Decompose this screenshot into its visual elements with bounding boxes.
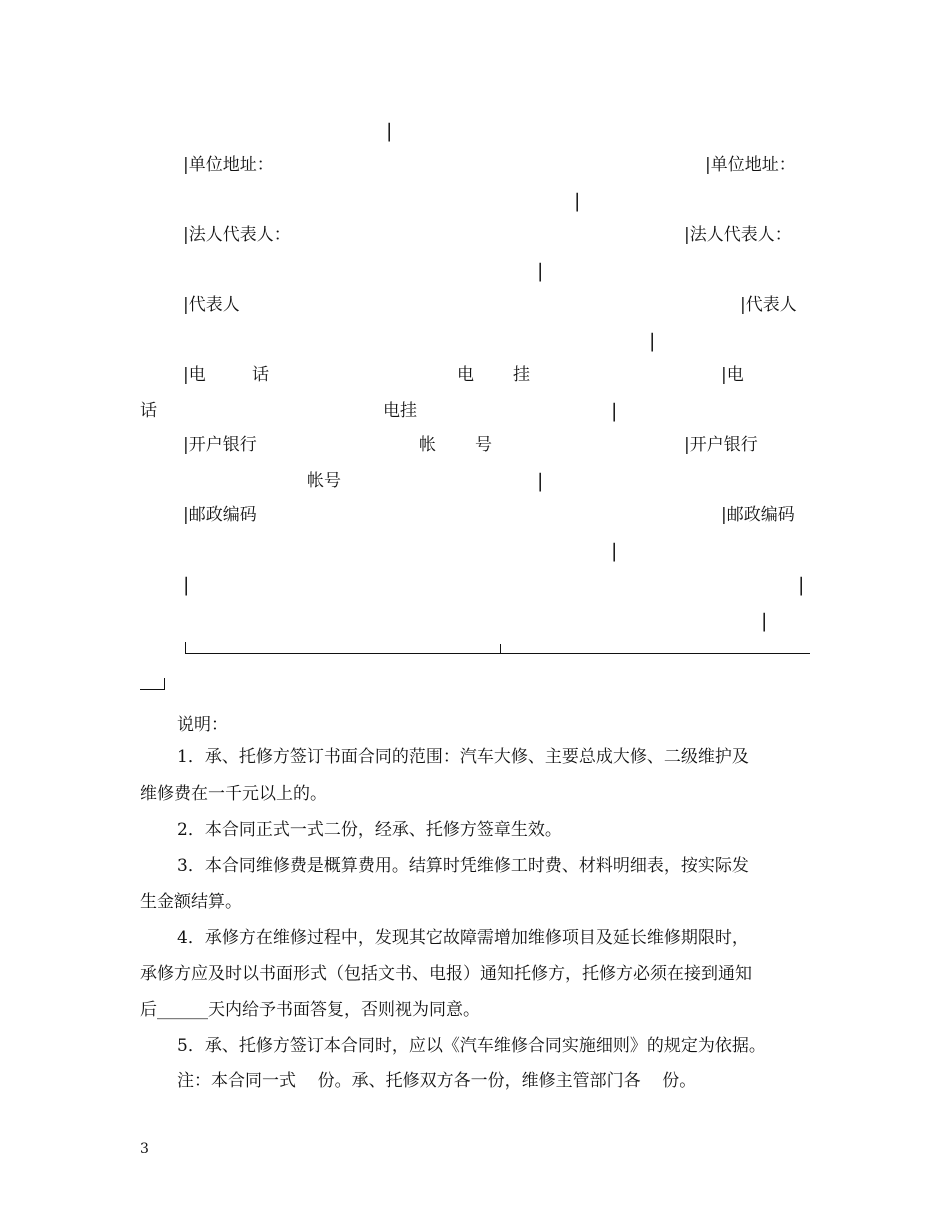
note-item-3-continued: 生金额结算。 — [140, 892, 242, 912]
table-bottom-divider — [500, 644, 501, 654]
party-b-phone-label-char: 话 — [140, 401, 157, 421]
table-left-border: | — [183, 574, 190, 596]
note-item-1-continued: 维修费在一千元以上的。 — [140, 784, 327, 804]
party-a-legal-rep-label: |法人代表人： — [183, 225, 291, 245]
table-separator: | — [761, 610, 768, 632]
table-separator: | — [574, 190, 581, 212]
party-a-address-label: |单位地址： — [183, 155, 274, 175]
party-b-telex-label: 电挂 — [383, 401, 417, 421]
table-separator: | — [537, 260, 544, 282]
party-a-telex-label: 电 — [457, 365, 474, 385]
party-a-account-label-char: 号 — [475, 435, 492, 455]
table-bottom-border-wrap — [140, 689, 164, 690]
party-a-bank-label: |开户银行 — [183, 435, 257, 455]
table-right-border: | — [798, 574, 805, 596]
table-separator: | — [649, 330, 656, 352]
notes-heading: 说明： — [177, 715, 228, 735]
table-bottom-border — [185, 653, 810, 654]
party-a-representative-label: |代表人 — [183, 295, 240, 315]
party-b-postcode-label: |邮政编码 — [721, 505, 795, 525]
party-b-bank-label: |开户银行 — [684, 435, 758, 455]
note-item-1: 1．承、托修方签订书面合同的范围：汽车大修、主要总成大修、二级维护及 — [177, 747, 749, 767]
party-b-account-label: 帐号 — [307, 471, 341, 491]
table-bottom-right-corner — [164, 678, 165, 690]
table-separator: | — [537, 470, 544, 492]
note-item-5: 5．承、托修方签订本合同时，应以《汽车维修合同实施细则》的规定为依据。 — [177, 1036, 766, 1056]
table-separator: | — [611, 540, 618, 562]
party-b-representative-label: |代表人 — [740, 295, 797, 315]
table-separator: | — [611, 400, 618, 422]
note-item-2: 2．本合同正式一式二份，经承、托修方签章生效。 — [177, 820, 562, 840]
party-a-phone-label: |电 — [183, 365, 206, 385]
note-item-3: 3．本合同维修费是概算费用。结算时凭维修工时费、材料明细表，按实际发 — [177, 856, 749, 876]
remark-line: 注：本合同一式 份。承、托修双方各一份，维修主管部门各 份。 — [177, 1071, 697, 1091]
party-a-phone-label-char: 话 — [252, 365, 269, 385]
table-separator: | — [386, 120, 393, 142]
party-a-telex-label-char: 挂 — [513, 365, 530, 385]
party-a-postcode-label: |邮政编码 — [183, 505, 257, 525]
page-number: 3 — [140, 1141, 149, 1157]
note-item-4-continued-2: 后______天内给予书面答复，否则视为同意。 — [140, 1000, 480, 1020]
party-b-legal-rep-label: |法人代表人： — [684, 225, 792, 245]
party-b-address-label: |单位地址： — [705, 155, 796, 175]
party-a-account-label: 帐 — [419, 435, 436, 455]
note-item-4: 4．承修方在维修过程中，发现其它故障需增加维修项目及延长维修期限时， — [177, 928, 749, 948]
note-item-4-continued: 承修方应及时以书面形式（包括文书、电报）通知托修方，托修方必须在接到通知 — [140, 964, 752, 984]
party-b-phone-label: |电 — [721, 365, 744, 385]
